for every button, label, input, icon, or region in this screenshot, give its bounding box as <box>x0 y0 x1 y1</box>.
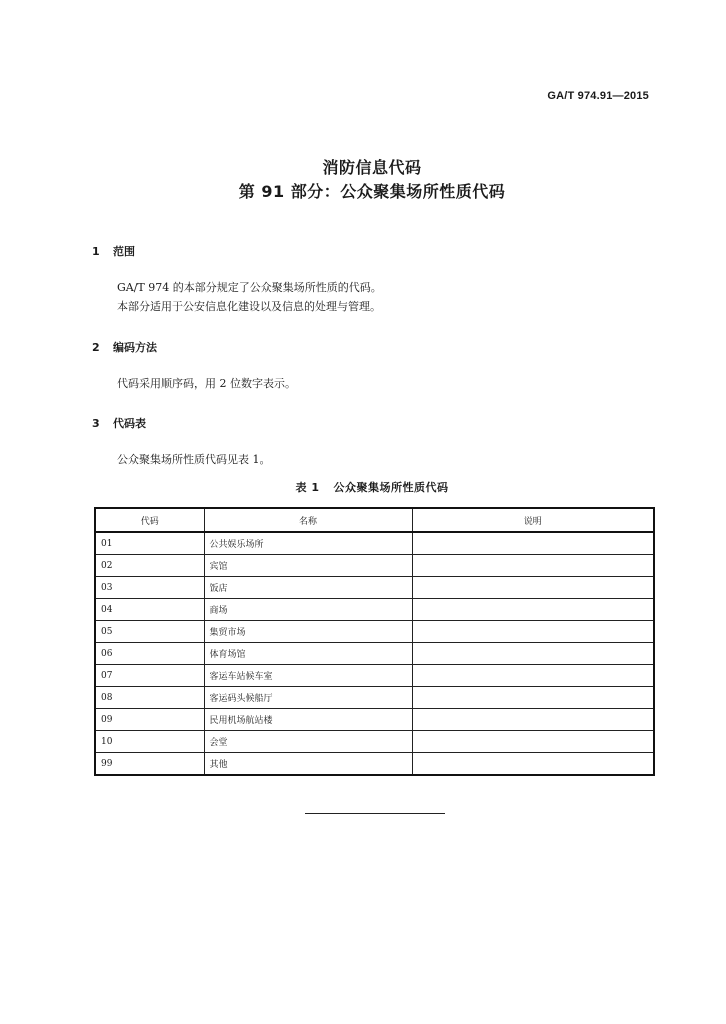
section-number: 1 <box>92 245 100 258</box>
section-title: 代码表 <box>113 417 146 430</box>
section-2-paragraph-1: 代码采用顺序码，用 2 位数字表示。 <box>117 377 296 390</box>
table-row <box>95 665 654 687</box>
table-row <box>95 753 654 776</box>
cell-description <box>412 643 654 665</box>
cell-code: 05 <box>95 621 204 643</box>
cell-code: 09 <box>95 709 204 731</box>
section-title: 编码方法 <box>113 341 157 354</box>
column-header-description: 说明 <box>412 508 654 532</box>
table-row <box>95 709 654 731</box>
cell-description <box>412 621 654 643</box>
section-3-paragraph-1: 公众聚集场所性质代码见表 1。 <box>117 453 271 466</box>
table-row <box>95 532 654 555</box>
cell-name: 民用机场航站楼 <box>204 709 412 731</box>
cell-code: 04 <box>95 599 204 621</box>
cell-name: 体育场馆 <box>204 643 412 665</box>
cell-name: 饭店 <box>204 577 412 599</box>
document-title: 消防信息代码 <box>322 158 422 177</box>
section-1-heading <box>92 243 135 259</box>
cell-code: 01 <box>95 532 204 555</box>
cell-code: 99 <box>95 753 204 776</box>
cell-code: 03 <box>95 577 204 599</box>
cell-description <box>412 555 654 577</box>
cell-name: 客运车站候车室 <box>204 665 412 687</box>
section-1-paragraph-1: GA/T 974 的本部分规定了公众聚集场所性质的代码。 <box>117 281 382 294</box>
table-row <box>95 599 654 621</box>
cell-name: 其他 <box>204 753 412 776</box>
cell-name: 商场 <box>204 599 412 621</box>
cell-name: 宾馆 <box>204 555 412 577</box>
cell-description <box>412 687 654 709</box>
code-table <box>94 507 655 776</box>
table-row <box>95 577 654 599</box>
table-row <box>95 687 654 709</box>
table-caption <box>0 479 726 495</box>
table-header-row <box>95 508 654 532</box>
cell-description <box>412 577 654 599</box>
column-header-code: 代码 <box>95 508 204 532</box>
cell-code: 06 <box>95 643 204 665</box>
cell-code: 02 <box>95 555 204 577</box>
cell-name: 客运码头候船厅 <box>204 687 412 709</box>
cell-name: 公共娱乐场所 <box>204 532 412 555</box>
document-subtitle: 第 91 部分：公众聚集场所性质代码 <box>238 182 506 201</box>
cell-description <box>412 731 654 753</box>
section-number: 3 <box>92 417 100 430</box>
cell-name: 会堂 <box>204 731 412 753</box>
section-2-heading <box>92 339 157 355</box>
table-row <box>95 643 654 665</box>
section-title: 范围 <box>113 245 135 258</box>
table-caption-number: 表 1 <box>295 481 320 494</box>
standard-code: GA/T 974.91—2015 <box>547 90 649 102</box>
end-of-document-rule <box>305 813 445 814</box>
cell-code: 10 <box>95 731 204 753</box>
section-3-heading <box>92 415 146 431</box>
section-number: 2 <box>92 341 100 354</box>
cell-description <box>412 665 654 687</box>
section-1-paragraph-2: 本部分适用于公安信息化建设以及信息的处理与管理。 <box>117 300 381 313</box>
cell-code: 08 <box>95 687 204 709</box>
table-row <box>95 555 654 577</box>
cell-code: 07 <box>95 665 204 687</box>
column-header-name: 名称 <box>204 508 412 532</box>
cell-description <box>412 753 654 776</box>
table-row <box>95 731 654 753</box>
cell-description <box>412 599 654 621</box>
cell-description <box>412 709 654 731</box>
table-caption-title: 公众聚集场所性质代码 <box>333 481 449 494</box>
cell-name: 集贸市场 <box>204 621 412 643</box>
table-row <box>95 621 654 643</box>
cell-description <box>412 532 654 555</box>
